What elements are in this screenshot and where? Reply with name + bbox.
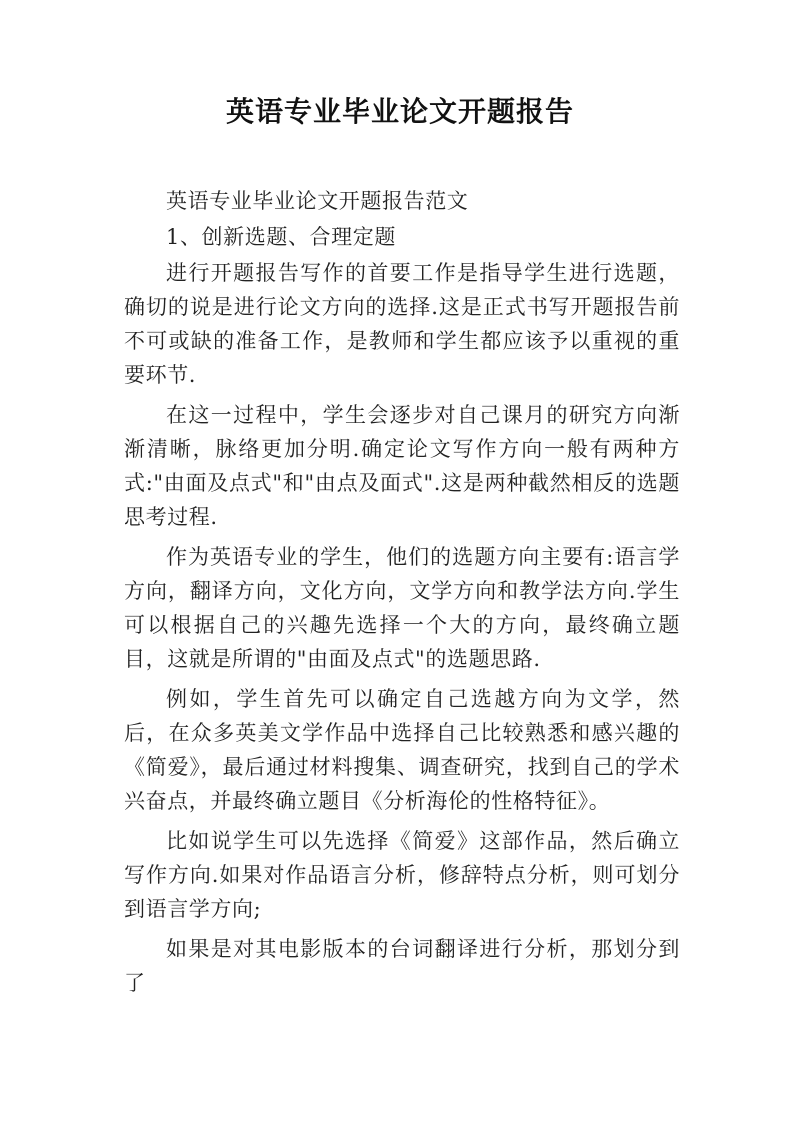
body-paragraph: 如果是对其电影版本的台词翻译进行分析，那划分到了 (124, 937, 680, 995)
body-paragraph: 例如，学生首先可以确定自己选越方向为文学，然后，在众多英美文学作品中选择自己比较熟悉和感兴趣的《简爱》，最后通过材料搜集、调查研究，找到自己的学术兴奋点，并最终确立题目《分析海伦的性格特征》。 (124, 687, 680, 813)
subtitle-paragraph: 英语专业毕业论文开题报告范文 (166, 189, 469, 213)
document-title: 英语专业毕业论文开题报告 (225, 95, 574, 128)
body-paragraph: 比如说学生可以先选择《简爱》这部作品，然后确立写作方向.如果对作品语言分析，修辞特点分析，则可划分到语言学方向; (124, 829, 680, 921)
document-body (124, 184, 680, 1006)
body-paragraph: 进行开题报告写作的首要工作是指导学生进行选题，确切的说是进行论文方向的选择.这是正式书写开题报告前不可或缺的准备工作，是教师和学生都应该予以重视的重要环节. (124, 261, 680, 387)
section-heading: 1、创新选题、合理定题 (166, 225, 396, 249)
body-paragraph: 作为英语专业的学生，他们的选题方向主要有:语言学方向，翻译方向，文化方向，文学方向和教学法方向.学生可以根据自己的兴趣先选择一个大的方向，最终确立题目，这就是所谓的"由面及点式"的选题思路. (124, 545, 680, 671)
body-paragraph: 在这一过程中，学生会逐步对自己课月的研究方向渐渐清晰，脉络更加分明.确定论文写作方向一般有两种方式:"由面及点式"和"由点及面式".这是两种截然相反的选题思考过程. (124, 403, 680, 529)
